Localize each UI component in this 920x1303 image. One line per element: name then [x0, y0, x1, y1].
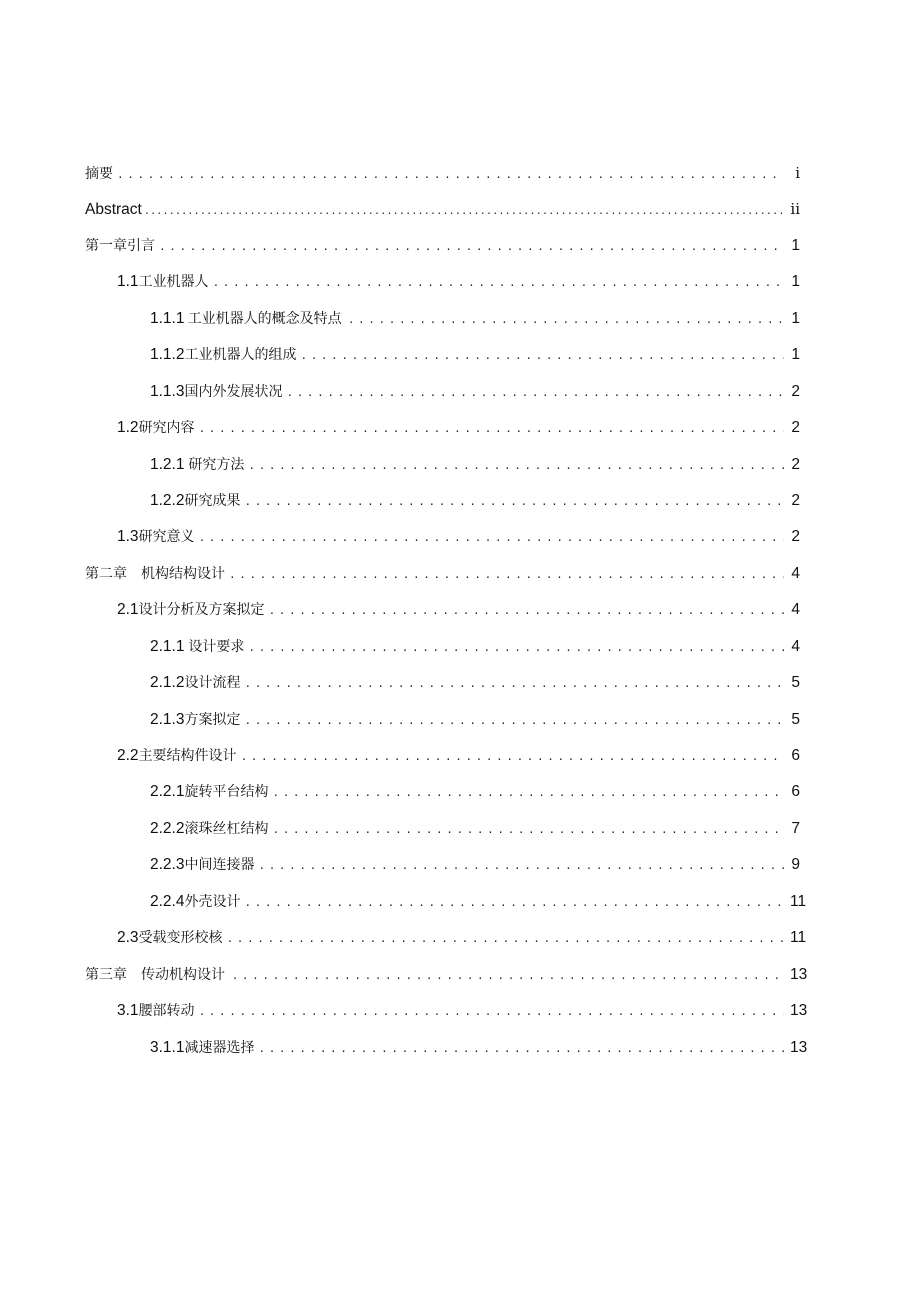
- toc-entry-number: 2.2: [117, 747, 139, 764]
- toc-entry-title: 设计分析及方案拟定: [138, 602, 265, 619]
- toc-entry-2-2-3[interactable]: [85, 847, 800, 883]
- toc-entry-2-2-2[interactable]: [85, 811, 800, 847]
- toc-entry-3-1[interactable]: [85, 993, 808, 1029]
- toc-leader-dots: [244, 484, 784, 520]
- toc-entry-number: 2.2.1: [150, 783, 185, 801]
- toc-entry-1-2-1[interactable]: [85, 447, 800, 483]
- toc-entry-1-1[interactable]: [85, 264, 800, 300]
- toc-entry-title: 工业机器人的概念及特点: [187, 310, 342, 327]
- toc-leader-dots: [300, 338, 784, 374]
- toc-entry-title: 滚珠丝杠结构: [184, 820, 269, 837]
- toc-entry-page: 5: [791, 710, 800, 728]
- toc-entry-1-1-3[interactable]: [85, 374, 800, 410]
- toc-entry-2-1-1[interactable]: [85, 629, 800, 665]
- toc-entry-page: 4: [791, 564, 800, 582]
- toc-entry-number: 3.1: [117, 1002, 139, 1020]
- toc-leader-dots: [244, 666, 784, 702]
- toc-entry-number: 1.2.1: [150, 455, 185, 473]
- toc-entry-2-2-4[interactable]: [85, 884, 807, 920]
- toc-entry-page: 5: [791, 674, 800, 692]
- toc-entry-title: 主要结构件设计: [138, 748, 237, 764]
- toc-entry-number: 2.1.3: [150, 710, 185, 728]
- toc-entry-chapter-3[interactable]: [85, 957, 808, 993]
- toc-entry-page: 2: [791, 528, 800, 546]
- toc-leader-dots: [199, 994, 784, 1030]
- toc-entry-title: 第三章 传动机构设计: [85, 966, 225, 983]
- toc-entry-page: 2: [791, 382, 800, 400]
- toc-entry-number: 1.1.2: [150, 346, 185, 364]
- toc-leader-dots: [348, 302, 784, 338]
- toc-leader-dots: [248, 630, 784, 666]
- toc-entry-number: 2.2.2: [150, 819, 185, 837]
- toc-entry-number: 2.2.3: [150, 856, 185, 874]
- toc-leader-dots: [144, 194, 786, 230]
- toc-entry-page: 13: [790, 1038, 808, 1056]
- toc-entry-number: 1.2.2: [150, 491, 185, 509]
- toc-entry-title: 中间连接器: [184, 857, 255, 874]
- toc-entry-number: 2.1.2: [150, 674, 185, 692]
- toc-leader-dots: [258, 1031, 784, 1067]
- toc-entry-number: 1.1.1: [150, 309, 185, 327]
- toc-entry-page: 2: [791, 491, 800, 509]
- toc-entry-title: 第二章 机构结构设计: [85, 565, 225, 582]
- toc-leader-dots: [269, 593, 784, 629]
- toc-entry-title: 设计流程: [184, 675, 241, 692]
- toc-leader-dots: [248, 448, 784, 484]
- toc-leader-dots: [117, 157, 784, 193]
- toc-entry-number: 2.2.4: [150, 892, 185, 910]
- toc-entry-number: 2.1: [117, 601, 139, 619]
- toc-entry-title: 减速器选择: [184, 1039, 255, 1056]
- toc-leader-dots: [272, 775, 784, 811]
- toc-entry-page: 9: [791, 856, 800, 874]
- toc-leader-dots: [199, 411, 784, 447]
- toc-entry-title: 研究方法: [188, 456, 245, 473]
- toc-entry-2-2-1[interactable]: [85, 774, 800, 810]
- toc-entry-page: 7: [791, 819, 800, 837]
- toc-entry-title: 设计要求: [188, 638, 245, 655]
- toc-entry-page: i: [795, 164, 800, 182]
- toc-entry-title: 工业机器人的组成: [184, 347, 297, 364]
- toc-entry-3-1-1[interactable]: [85, 1030, 808, 1066]
- toc-entry-1-3[interactable]: [85, 519, 800, 555]
- toc-entry-title: 腰部转动: [138, 1003, 195, 1020]
- toc-entry-title: 方案拟定: [184, 711, 241, 728]
- toc-entry-chapter-1[interactable]: [85, 228, 800, 264]
- toc-entry-1-2[interactable]: [85, 410, 800, 446]
- toc-entry-title: 研究内容: [138, 420, 195, 437]
- toc-entry-chapter-2[interactable]: [85, 556, 800, 592]
- toc-entry-number: 3.1.1: [150, 1038, 185, 1056]
- toc-entry-title: 国内外发展状况: [184, 383, 283, 400]
- toc-entry-2-2[interactable]: [85, 738, 800, 774]
- toc-entry-title: 研究成果: [184, 492, 241, 509]
- toc-entry-number: 1.2: [117, 419, 139, 437]
- toc-leader-dots: [244, 703, 784, 739]
- table-of-contents: [85, 155, 808, 1066]
- toc-entry-page: 2: [791, 419, 800, 437]
- toc-entry-page: 2: [791, 455, 800, 473]
- toc-entry-page: ii: [790, 200, 800, 219]
- toc-leader-dots: [213, 265, 784, 301]
- toc-entry-2-3[interactable]: [85, 920, 807, 956]
- toc-entry-page: 13: [790, 1002, 808, 1020]
- toc-entry-1-1-1[interactable]: [85, 301, 800, 337]
- toc-entry-page: 1: [791, 273, 800, 291]
- toc-entry-page: 4: [791, 637, 800, 655]
- toc-entry-2-1[interactable]: [85, 592, 800, 628]
- toc-entry-2-1-2[interactable]: [85, 665, 800, 701]
- toc-entry-page: 4: [791, 601, 800, 619]
- toc-entry-number: 2.3: [117, 929, 139, 947]
- toc-entry-number: 2.1.1: [150, 637, 185, 655]
- toc-entry-1-1-2[interactable]: [85, 337, 800, 373]
- toc-leader-dots: [199, 520, 784, 556]
- toc-entry-abstract-en[interactable]: [85, 191, 800, 227]
- toc-entry-1-2-2[interactable]: [85, 483, 800, 519]
- toc-entry-title: 旋转平台结构: [184, 784, 269, 801]
- toc-leader-dots: [272, 812, 784, 848]
- toc-entry-title: 第一章引言: [85, 237, 155, 254]
- toc-entry-page: 11: [790, 929, 807, 947]
- toc-entry-title: 摘要: [85, 166, 113, 182]
- toc-leader-dots: [159, 229, 784, 265]
- toc-entry-title: 工业机器人: [138, 274, 209, 291]
- toc-leader-dots: [229, 557, 784, 593]
- toc-entry-abstract-cn[interactable]: [85, 155, 800, 191]
- toc-leader-dots: [244, 885, 784, 921]
- toc-leader-dots: [286, 375, 784, 411]
- toc-entry-title: Abstract: [85, 201, 142, 219]
- toc-entry-number: 1.1.3: [150, 382, 185, 400]
- toc-entry-title: 受载变形校核: [138, 930, 223, 947]
- toc-entry-2-1-3[interactable]: [85, 702, 800, 738]
- toc-entry-page: 11: [790, 892, 807, 910]
- toc-entry-page: 6: [791, 747, 800, 764]
- toc-leader-dots: [232, 958, 784, 994]
- toc-entry-page: 6: [791, 783, 800, 801]
- toc-entry-page: 13: [790, 965, 808, 983]
- toc-entry-page: 1: [791, 346, 800, 364]
- toc-entry-number: 1.3: [117, 528, 139, 546]
- toc-entry-page: 1: [791, 236, 800, 254]
- toc-entry-page: 1: [791, 309, 801, 327]
- toc-entry-title: 外壳设计: [184, 893, 241, 910]
- toc-leader-dots: [241, 739, 784, 775]
- toc-leader-dots: [258, 848, 784, 884]
- toc-entry-number: 1.1: [117, 273, 139, 291]
- toc-leader-dots: [227, 921, 784, 957]
- toc-entry-title: 研究意义: [138, 529, 195, 546]
